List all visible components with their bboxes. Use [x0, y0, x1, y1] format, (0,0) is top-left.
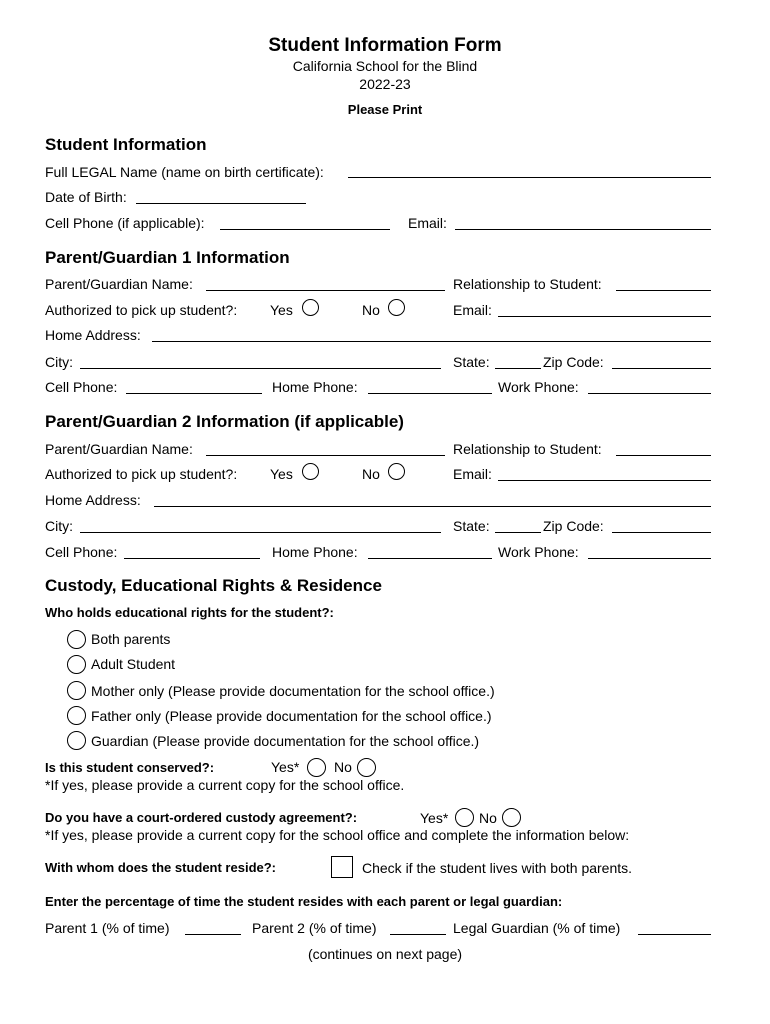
custody-note: *If yes, please provide a current copy for the school office and complete the information below: [45, 827, 630, 843]
parent1-work-phone-label: Work Phone: [498, 379, 579, 395]
parent2-address-label: Home Address: [45, 492, 141, 508]
parent2-city-label: City: [45, 518, 73, 534]
parent2-pickup-no-label: No [362, 466, 380, 482]
conserved-question: Is this student conserved?: [45, 760, 215, 775]
reside-question: With whom does the student reside?: [45, 860, 277, 875]
lives-with-both-checkbox[interactable] [331, 856, 353, 878]
parent2-state-field[interactable] [495, 532, 541, 533]
parent1-relationship-label: Relationship to Student: [453, 276, 602, 292]
dob-field[interactable] [136, 203, 306, 204]
parent1-state-field[interactable] [495, 368, 541, 369]
parent1-zip-field[interactable] [612, 368, 711, 369]
school-year: 2022-23 [359, 76, 411, 92]
edu-rights-question: Who holds educational rights for the student?: [45, 605, 334, 620]
edu-option-label: Father only (Please provide documentation for the school office.) [91, 708, 492, 724]
parent2-email-field[interactable] [498, 480, 711, 481]
custody-section-heading: Custody, Educational Rights & Residence [45, 576, 382, 595]
parent1-email-label: Email: [453, 302, 492, 318]
parent2-work-phone-field[interactable] [588, 558, 711, 559]
parent1-city-label: City: [45, 354, 73, 370]
custody-question: Do you have a court-ordered custody agreement?: [45, 810, 358, 825]
custody-yes-radio[interactable] [455, 808, 474, 827]
parent1-name-field[interactable] [206, 290, 445, 291]
guardian-pct-label: Legal Guardian (% of time) [453, 920, 621, 936]
custody-yes-label: Yes* [420, 810, 449, 826]
full-name-field[interactable] [348, 177, 711, 178]
percentage-question: Enter the percentage of time the student resides with each parent or legal guardian: [45, 894, 563, 909]
dob-label: Date of Birth: [45, 189, 127, 205]
parent1-pickup-label: Authorized to pick up student?: [45, 302, 238, 318]
edu-option-label: Mother only (Please provide documentation for the school office.) [91, 683, 495, 699]
parent2-pct-field[interactable] [390, 934, 446, 935]
parent1-pct-label: Parent 1 (% of time) [45, 920, 170, 936]
parent2-pickup-no-radio[interactable] [388, 463, 405, 480]
full-name-label: Full LEGAL Name (name on birth certificate): [45, 164, 324, 180]
parent1-city-field[interactable] [80, 368, 441, 369]
lives-with-both-label: Check if the student lives with both parents. [362, 860, 633, 876]
conserved-yes-radio[interactable] [307, 758, 326, 777]
conserved-yes-label: Yes* [271, 759, 300, 775]
edu-option-label: Adult Student [91, 656, 176, 672]
parent1-name-label: Parent/Guardian Name: [45, 276, 193, 292]
parent2-cell-field[interactable] [124, 558, 260, 559]
custody-no-label: No [479, 810, 497, 826]
parent2-email-label: Email: [453, 466, 492, 482]
parent2-zip-label: Zip Code: [543, 518, 604, 534]
parent2-name-label: Parent/Guardian Name: [45, 441, 193, 457]
parent2-relationship-field[interactable] [616, 455, 711, 456]
parent2-cell-label: Cell Phone: [45, 544, 118, 560]
edu-option-label: Both parents [91, 631, 171, 647]
school-name: California School for the Blind [292, 58, 478, 74]
edu-option-mother-only-radio[interactable] [67, 681, 86, 700]
parent1-pct-field[interactable] [185, 934, 241, 935]
parent2-relationship-label: Relationship to Student: [453, 441, 602, 457]
conserved-no-radio[interactable] [357, 758, 376, 777]
parent2-state-label: State: [453, 518, 490, 534]
parent1-address-label: Home Address: [45, 327, 141, 343]
parent1-section-heading: Parent/Guardian 1 Information [45, 248, 290, 267]
parent2-section-heading: Parent/Guardian 2 Information (if applicable) [45, 412, 404, 431]
parent2-pickup-yes-radio[interactable] [302, 463, 319, 480]
please-print-note: Please Print [347, 102, 423, 117]
parent2-pct-label: Parent 2 (% of time) [252, 920, 377, 936]
parent1-pickup-no-label: No [362, 302, 380, 318]
student-email-label: Email: [408, 215, 447, 231]
parent1-pickup-yes-radio[interactable] [302, 299, 319, 316]
parent1-pickup-no-radio[interactable] [388, 299, 405, 316]
student-section-heading: Student Information [45, 135, 207, 154]
parent2-home-phone-field[interactable] [368, 558, 492, 559]
edu-option-both-parents-radio[interactable] [67, 630, 86, 649]
parent1-zip-label: Zip Code: [543, 354, 604, 370]
conserved-note: *If yes, please provide a current copy for the school office. [45, 777, 405, 793]
edu-option-adult-student-radio[interactable] [67, 655, 86, 674]
continues-note: (continues on next page) [307, 946, 463, 962]
parent1-home-phone-label: Home Phone: [272, 379, 358, 395]
parent1-pickup-yes-label: Yes [270, 302, 293, 318]
parent1-cell-field[interactable] [126, 393, 262, 394]
student-cell-field[interactable] [220, 229, 390, 230]
parent1-cell-label: Cell Phone: [45, 379, 118, 395]
parent2-zip-field[interactable] [612, 532, 711, 533]
parent2-address-field[interactable] [154, 506, 711, 507]
parent2-pickup-yes-label: Yes [270, 466, 293, 482]
student-cell-label: Cell Phone (if applicable): [45, 215, 205, 231]
parent2-name-field[interactable] [206, 455, 445, 456]
parent2-city-field[interactable] [80, 532, 441, 533]
edu-option-label: Guardian (Please provide documentation for the school office.) [91, 733, 480, 749]
parent2-home-phone-label: Home Phone: [272, 544, 358, 560]
parent1-email-field[interactable] [498, 316, 711, 317]
parent2-pickup-label: Authorized to pick up student?: [45, 466, 238, 482]
parent1-work-phone-field[interactable] [588, 393, 711, 394]
custody-no-radio[interactable] [502, 808, 521, 827]
parent2-work-phone-label: Work Phone: [498, 544, 579, 560]
parent1-home-phone-field[interactable] [368, 393, 492, 394]
parent1-address-field[interactable] [152, 341, 711, 342]
parent1-relationship-field[interactable] [616, 290, 711, 291]
parent1-state-label: State: [453, 354, 490, 370]
edu-option-father-only-radio[interactable] [67, 706, 86, 725]
conserved-no-label: No [334, 759, 352, 775]
edu-option-guardian-radio[interactable] [67, 731, 86, 750]
student-email-field[interactable] [455, 229, 711, 230]
guardian-pct-field[interactable] [638, 934, 711, 935]
form-title: Student Information Form [268, 35, 502, 56]
